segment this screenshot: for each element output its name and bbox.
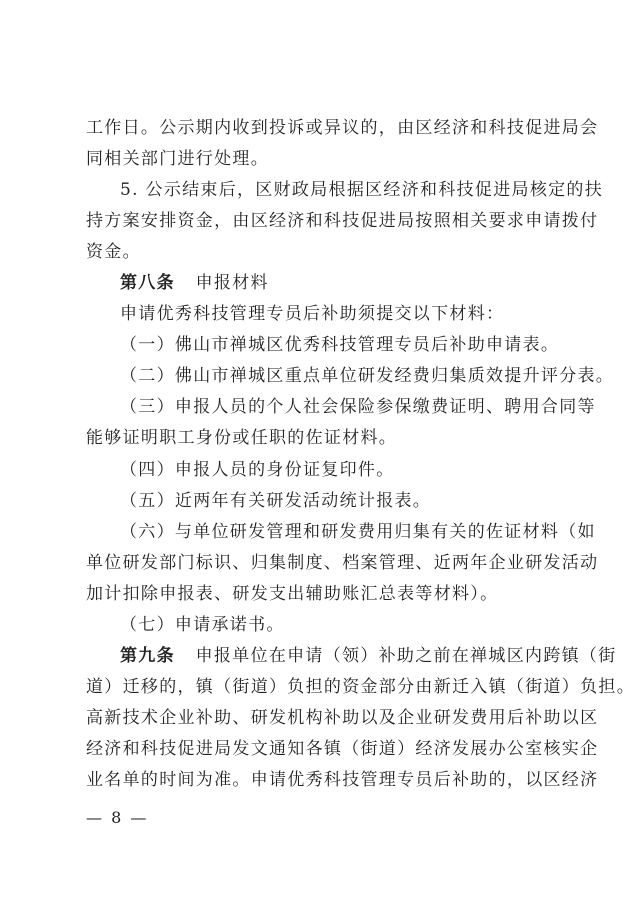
- article-title: 申报材料: [195, 273, 269, 294]
- list-item: （一）佛山市禅城区优秀科技管理专员后补助申请表。: [120, 335, 560, 356]
- list-item: （六）与单位研发管理和研发费用归集有关的佐证材料（如: [120, 521, 596, 542]
- body-line: 同相关部门进行处理。: [86, 149, 269, 170]
- list-item: （四）申报人员的身份证复印件。: [120, 459, 395, 480]
- body-line: 持方案安排资金，由区经济和科技促进局按照相关要求申请拨付: [86, 211, 599, 232]
- list-item: （七）申请承诺书。: [120, 614, 285, 635]
- article-label: 第九条: [120, 645, 175, 666]
- article-heading: [120, 645, 617, 666]
- body-line: 单位研发部门标识、归集制度、档案管理、近两年企业研发活动: [86, 552, 599, 573]
- article-label: 第八条: [120, 273, 175, 294]
- body-line: 申请优秀科技管理专员后补助须提交以下材料：: [120, 304, 505, 325]
- body-line: 资金。: [86, 242, 141, 263]
- body-line: 能够证明职工身份或任职的佐证材料。: [86, 428, 398, 449]
- body-line: 5. 公示结束后，区财政局根据区经济和科技促进局核定的扶: [120, 180, 604, 201]
- list-item: （三）申报人员的个人社会保险参保缴费证明、聘用合同等: [120, 397, 596, 418]
- article-heading: [120, 273, 590, 293]
- body-line: 道）迁移的，镇（街道）负担的资金部分由新迁入镇（街道）负担。: [86, 676, 635, 697]
- body-line: 工作日。公示期内收到投诉或异议的，由区经济和科技促进局会: [86, 118, 599, 138]
- page-number: — 8 —: [86, 808, 149, 827]
- body-line: 经济和科技促进局发文通知各镇（街道）经济发展办公室核实企: [86, 738, 599, 759]
- body-line: 业名单的时间为准。申请优秀科技管理专员后补助的，以区经济: [86, 770, 599, 790]
- list-item: （五）近两年有关研发活动统计报表。: [120, 490, 432, 511]
- list-item: （二）佛山市禅城区重点单位研发经费归集质效提升评分表。: [120, 366, 615, 387]
- body-line: 加计扣除申报表、研发支出辅助账汇总表等材料）。: [86, 583, 499, 604]
- article-text: 申报单位在申请（领）补助之前在禅城区内跨镇（街: [195, 645, 617, 666]
- body-line: 高新技术企业补助、研发机构补助以及企业研发费用后补助以区: [86, 707, 599, 728]
